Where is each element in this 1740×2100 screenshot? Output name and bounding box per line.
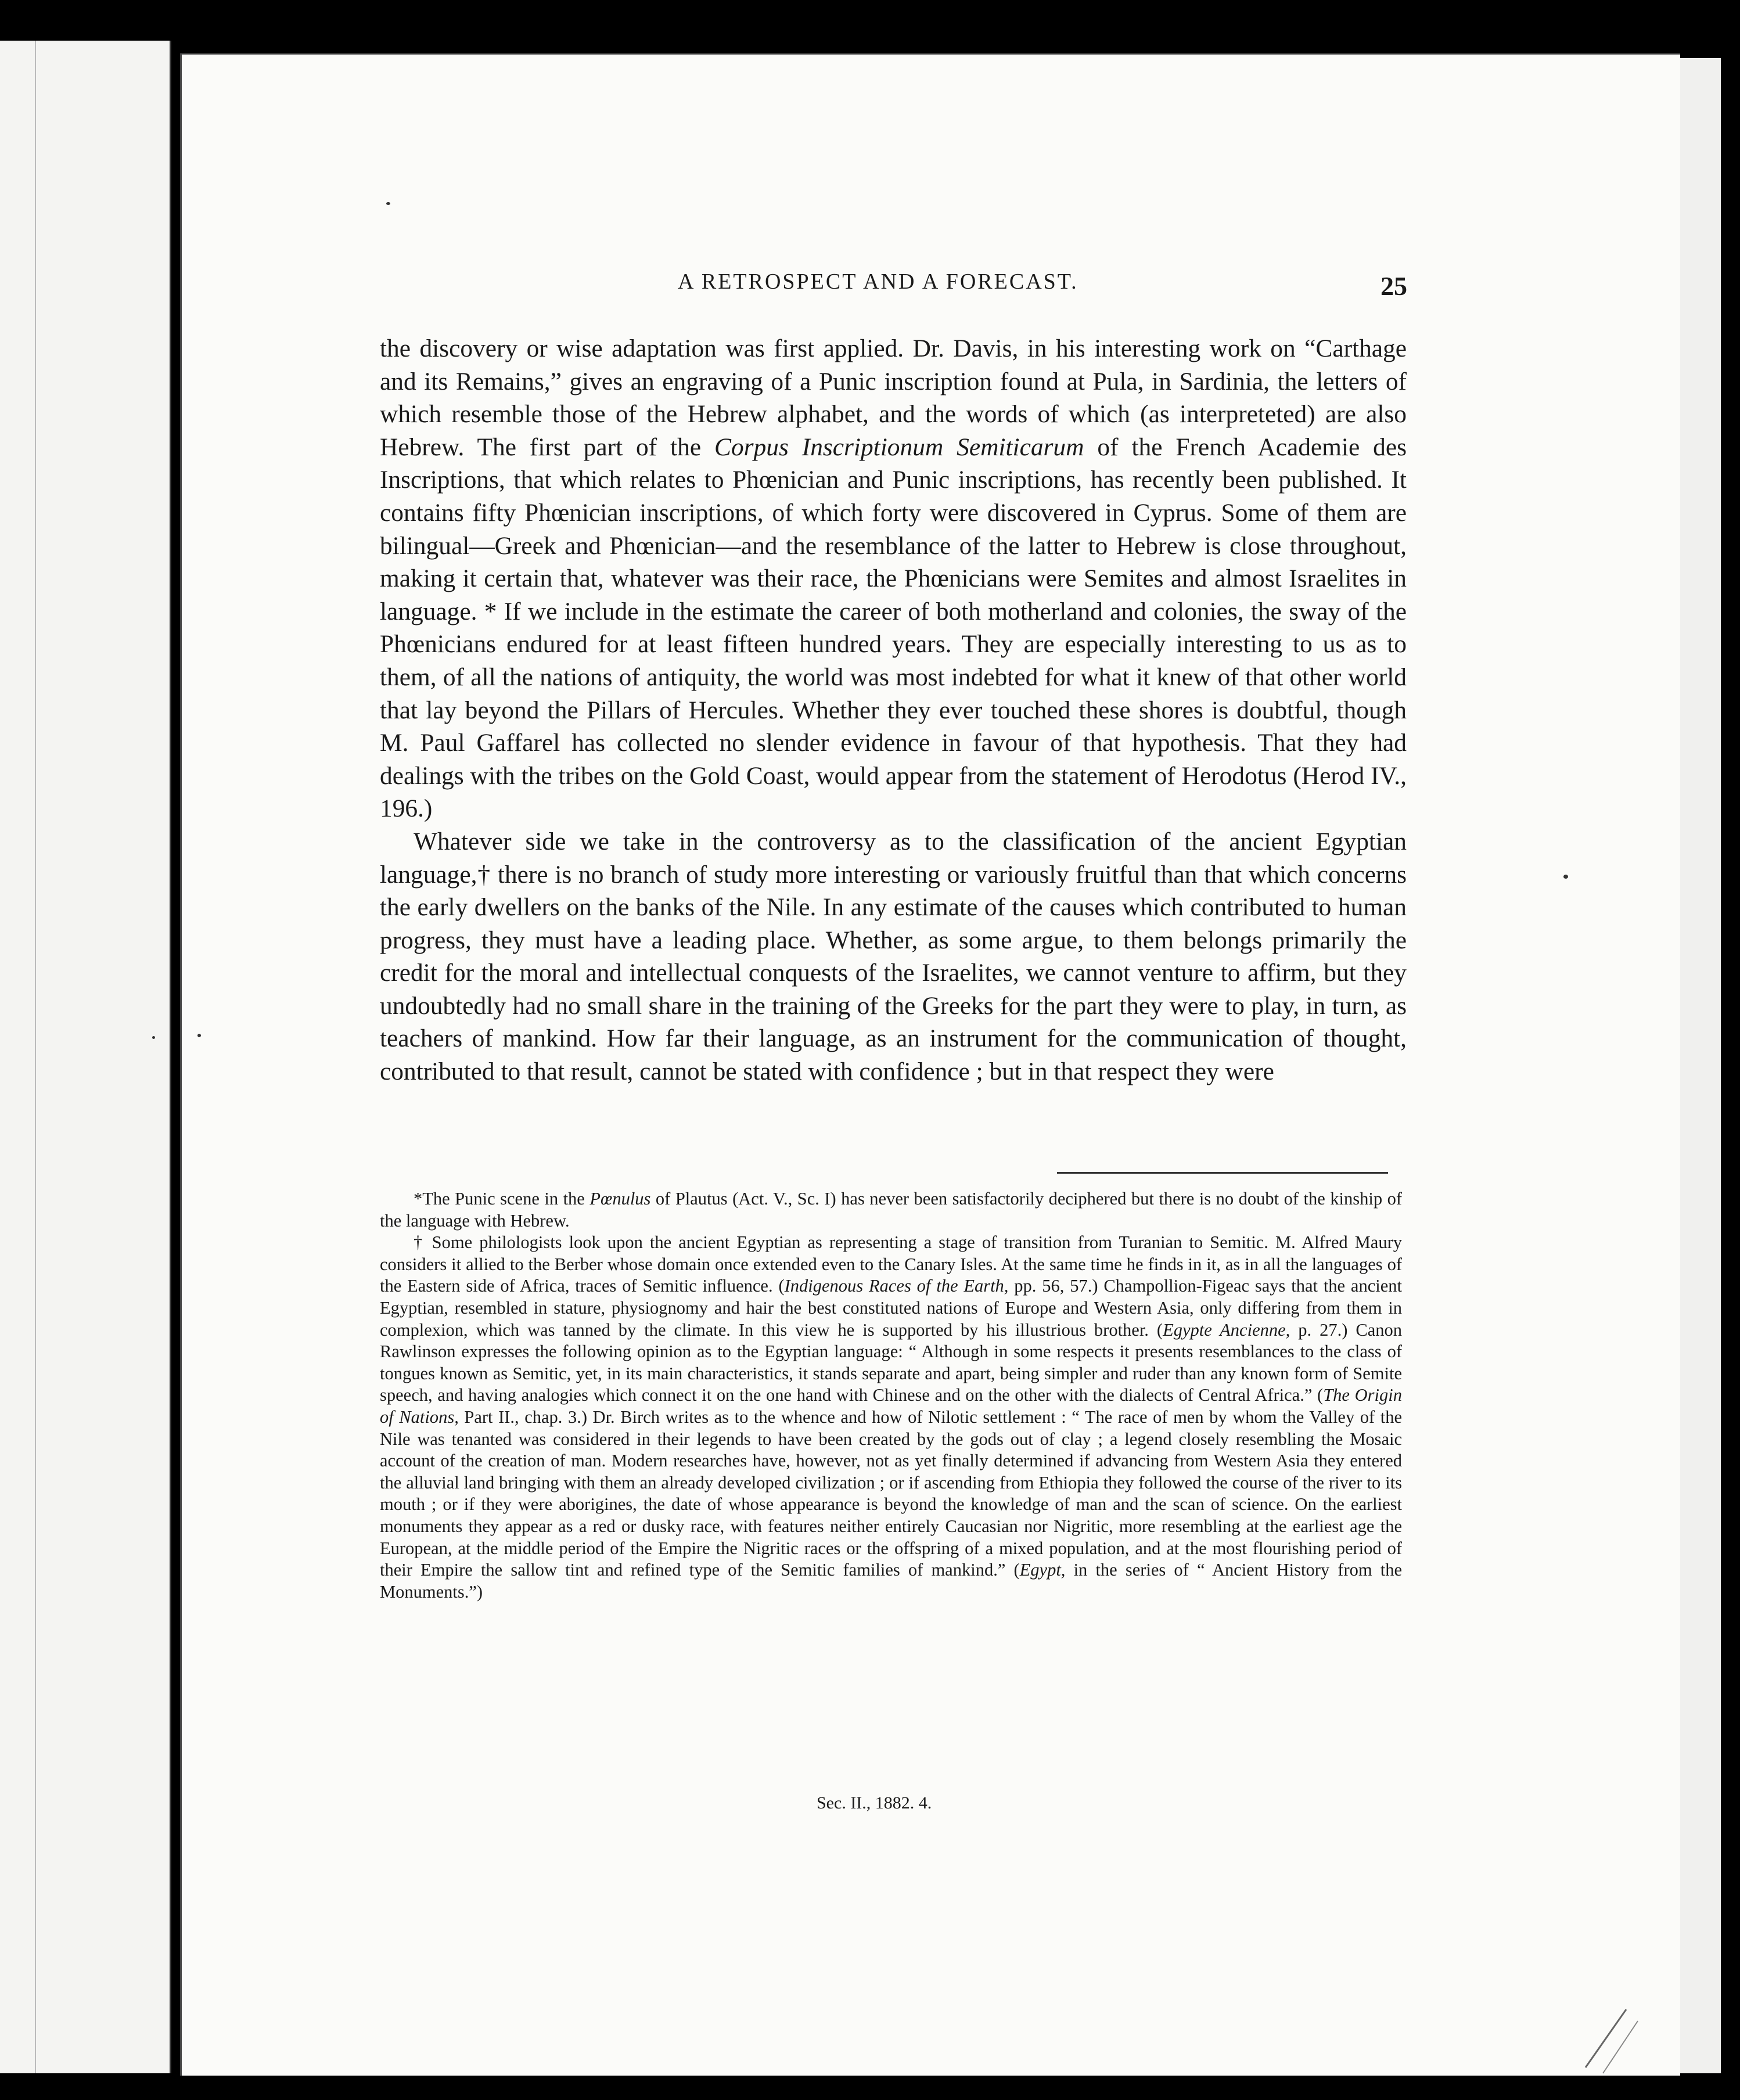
speck-mark (152, 1036, 155, 1039)
footnote-2: † Some philologists look upon the ancient Egyptian as representing a stage of transition from Turanian to Semitic. M. Alfred Maury considers it allied to the Berber whose domain once extended even to the Canary Isles. At the same time he finds in it, as in all the languages of the Eastern side of Africa, traces of Semitic influence. (Indigenous Races of the Earth, pp. 56, 57.) Champollion-Figeac says that the ancient Egyptian, resembled in stature, physiognomy and hair the best constituted nations of Europe and Western Asia, only differing from them in complexion, which was tanned by the climate. In this view he is supported by his illustrious brother. (Egypte Ancienne, p. 27.) Canon Rawlinson expresses the following opinion as to the Egyptian language: “ Although in some respects it presents resemblances to the class of tongues known as Semitic, yet, in its main characteristics, it stands separate and apart, being simpler and ruder than any known form of Semite speech, and having analogies which connect it on the one hand with Chinese and on the other with the dialects of Central Africa.” (The Origin of Nations, Part II., chap. 3.) Dr. Birch writes as to the whence and how of Nilotic settlement : “ The race of men by whom the Valley of the Nile was tenanted was considered in their legends to have been created by the gods out of clay ; a legend closely resembling the Mosaic account of the creation of man. Modern researches have, however, not as yet finally determined if advancing from Western Asia they entered the alluvial land bringing with them an already developed civilization ; or if ascending from Ethiopia they followed the course of the river to its mouth ; or if they were aborigines, the date of whose appearance is beyond the knowledge of man and the scan of science. On the earliest monuments they appear as a red or dusky race, with features neither entirely Caucasian nor Nigritic, more resembling at the earliest age the European, at the middle period of the Empire the Nigritic races or the offspring of a mixed population, and at the most flourishing period of their Empire the sallow tint and refined type of the Semitic families of mankind.” (Egypt, in the series of “ Ancient History from the Monuments.”) (380, 1232, 1402, 1602)
page-number: 25 (1381, 271, 1407, 301)
paragraph-2: Whatever side we take in the controversy as to the classification of the ancient Egyptian language,† there is no branch of study more interesting or variously fruitful than that which concerns the early dwellers on the banks of the Nile. In any estimate of the causes which contributed to human progress, they must have a leading place. Whether, as some argue, to them belongs primarily the credit for the moral and intellectual conquests of the Israelites, we cannot venture to affirm, but they undoubtedly had no small share in the training of the Greeks for the part they were to play, in turn, as teachers of mankind. How far their language, as an instrument for the communication of thought, contributed to that result, cannot be stated with confidence ; but in that respect they were (380, 827, 1407, 1086)
italic-title: Corpus Inscriptionum Semiticarum (714, 433, 1084, 461)
speck-mark (1563, 875, 1568, 879)
running-title: A RETROSPECT AND A FORECAST. (678, 269, 1078, 294)
printer-signature: Sec. II., 1882. 4. (817, 1793, 932, 1813)
facing-page-margin (35, 41, 141, 2073)
speck-mark (386, 202, 390, 205)
speck-mark (197, 1034, 201, 1037)
footnote-rule (1057, 1172, 1388, 1174)
footnote-1: *The Punic scene in the Pœnulus of Plautus (Act. V., Sc. I) has never been satisfactorily deciphered but there is no doubt of the kinship of the language with Hebrew. (380, 1189, 1402, 1231)
footnotes (380, 1188, 1402, 1603)
paragraph-1: the discovery or wise adaptation was first applied. Dr. Davis, in his interesting work on “Carthage and its Remains,” gives an engraving of a Punic inscription found at Pula, in Sardinia, the letters of which resemble those of the Hebrew alphabet, and the words of which (as interpreteted) are also Hebrew. The first part of the Corpus Inscriptionum Semiticarum of the French Academie des Inscriptions, that which relates to Phœnician and Punic inscriptions, has recently been published. It contains fifty Phœnician inscriptions, of which forty were discovered in Cyprus. Some of them are bilingual—Greek and Phœnician—and the resemblance of the latter to Hebrew is close throughout, making it certain that, whatever was their race, the Phœnicians were Semites and almost Israelites in language. * If we include in the estimate the career of both motherland and colonies, the sway of the Phœnicians endured for at least fifteen hundred years. They are especially interesting to us as to them, of all the nations of antiquity, the world was most indebted for what it knew of that other world that lay beyond the Pillars of Hercules. Whether they ever touched these shores is doubtful, though M. Paul Gaffarel has collected no slender evidence in favour of that hypothesis. That they had dealings with the tribes on the Gold Coast, would appear from the statement of Herodotus (Herod IV., 196.) (380, 335, 1407, 823)
next-page-edge (1678, 58, 1721, 2073)
main-text (380, 332, 1407, 1088)
facing-page-edge (0, 41, 171, 2073)
pencil-mark (1562, 1998, 1655, 2079)
